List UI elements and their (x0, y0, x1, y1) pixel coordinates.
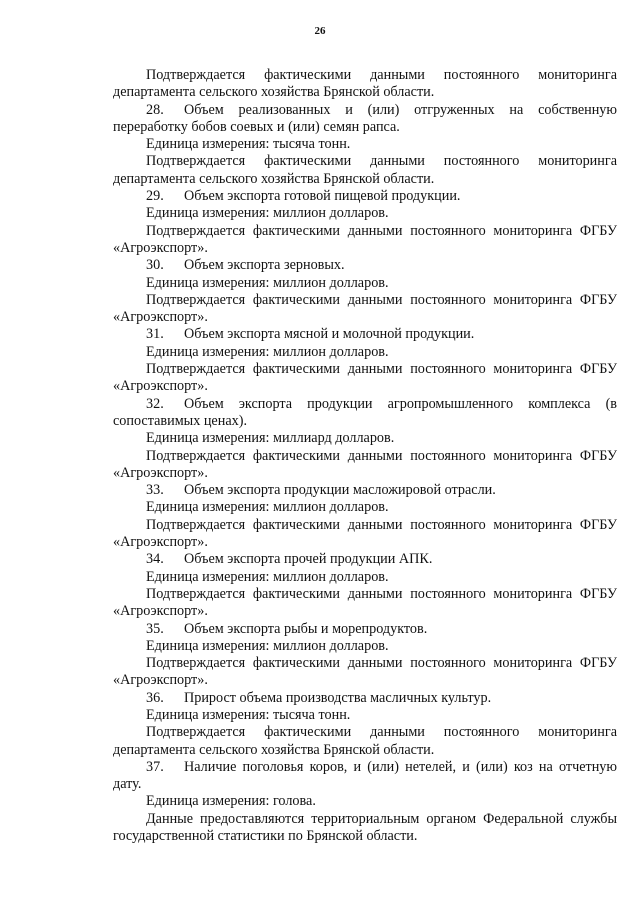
paragraph-text: Объем экспорта готовой пищевой продукции. (184, 188, 461, 205)
paragraph (113, 205, 617, 222)
paragraph-text: Единица измерения: миллион долларов. (146, 343, 389, 360)
paragraph-number: 37. (146, 758, 164, 775)
paragraph-text: Подтверждается фактическими данными постоянного мониторинга департамента сельского хозяйства Брянской области. (113, 724, 617, 758)
paragraph (113, 448, 617, 483)
numbered-paragraph (113, 326, 617, 343)
paragraph-text: Подтверждается фактическими данными постоянного мониторинга ФГБУ «Агроэкспорт». (113, 222, 617, 256)
paragraph (113, 517, 617, 552)
paragraph-number: 32. (146, 395, 164, 412)
paragraph-number: 28. (146, 101, 164, 118)
paragraph-text: Единица измерения: миллион долларов. (146, 274, 389, 291)
numbered-paragraph (113, 482, 617, 499)
paragraph (113, 811, 617, 846)
paragraph-text: Единица измерения: тысяча тонн. (146, 136, 351, 153)
paragraph-text: Объем реализованных и (или) отгруженных на собственную переработку бобов соевых и (или) семян рапса. (113, 101, 617, 135)
paragraph-number: 30. (146, 257, 164, 274)
paragraph-text: Подтверждается фактическими данными постоянного мониторинга ФГБУ «Агроэкспорт». (113, 361, 617, 395)
paragraph-text: Единица измерения: голова. (146, 793, 316, 810)
paragraph (113, 153, 617, 188)
paragraph-text: Единица измерения: миллион долларов. (146, 499, 389, 516)
paragraph (113, 707, 617, 724)
paragraph (113, 793, 617, 810)
paragraph-text: Прирост объема производства масличных культур. (184, 689, 492, 706)
paragraph-text: Объем экспорта продукции агропромышленного комплекса (в сопоставимых ценах). (113, 395, 617, 429)
paragraph-text: Подтверждается фактическими данными постоянного мониторинга ФГБУ «Агроэкспорт». (113, 291, 617, 326)
document-body (113, 67, 617, 845)
paragraph-text: Подтверждается фактическими данными постоянного мониторинга департамента сельского хозяйства Брянской области. (113, 67, 617, 101)
numbered-paragraph (113, 396, 617, 431)
paragraph-number: 34. (146, 551, 164, 568)
paragraph-text: Подтверждается фактическими данными постоянного мониторинга ФГБУ «Агроэкспорт». (113, 516, 617, 551)
paragraph-text: Объем экспорта зерновых. (184, 257, 345, 274)
paragraph (113, 344, 617, 361)
paragraph-number: 35. (146, 620, 164, 637)
paragraph-text: Объем экспорта прочей продукции АПК. (184, 551, 433, 568)
paragraph-text: Подтверждается фактическими данными постоянного мониторинга ФГБУ «Агроэкспорт». (113, 447, 617, 481)
paragraph-number: 31. (146, 326, 164, 343)
paragraph (113, 638, 617, 655)
paragraph (113, 586, 617, 621)
numbered-paragraph (113, 621, 617, 638)
paragraph (113, 430, 617, 447)
numbered-paragraph (113, 257, 617, 274)
paragraph-text: Объем экспорта мясной и молочной продукции. (184, 326, 475, 343)
paragraph-text: Наличие поголовья коров, и (или) нетелей, и (или) коз на отчетную дату. (113, 758, 617, 793)
paragraph-text: Данные предоставляются территориальным органом Федеральной службы государственной статистики по Брянской области. (113, 810, 617, 845)
paragraph (113, 223, 617, 258)
paragraph-text: Единица измерения: миллион долларов. (146, 637, 389, 654)
paragraph-text: Подтверждается фактическими данными постоянного мониторинга ФГБУ «Агроэкспорт». (113, 585, 617, 620)
paragraph (113, 569, 617, 586)
numbered-paragraph (113, 690, 617, 707)
paragraph (113, 361, 617, 396)
paragraph (113, 292, 617, 327)
paragraph (113, 499, 617, 516)
paragraph-number: 33. (146, 482, 164, 499)
paragraph-text: Единица измерения: тысяча тонн. (146, 706, 351, 723)
numbered-paragraph (113, 759, 617, 794)
paragraph-text: Объем экспорта рыбы и морепродуктов. (184, 620, 428, 637)
paragraph (113, 724, 617, 759)
numbered-paragraph (113, 188, 617, 205)
page-number: 26 (314, 25, 326, 37)
paragraph-text: Подтверждается фактическими данными постоянного мониторинга департамента сельского хозяйства Брянской области. (113, 153, 617, 187)
paragraph (113, 136, 617, 153)
paragraph (113, 275, 617, 292)
numbered-paragraph (113, 551, 617, 568)
paragraph-text: Подтверждается фактическими данными постоянного мониторинга ФГБУ «Агроэкспорт». (113, 655, 617, 689)
numbered-paragraph (113, 102, 617, 137)
paragraph-text: Единица измерения: миллиард долларов. (146, 430, 395, 447)
paragraph (113, 655, 617, 690)
paragraph-number: 29. (146, 188, 164, 205)
paragraph-text: Объем экспорта продукции масложировой отрасли. (184, 482, 496, 499)
paragraph-text: Единица измерения: миллион долларов. (146, 205, 389, 222)
paragraph-text: Единица измерения: миллион долларов. (146, 568, 389, 585)
paragraph (113, 67, 617, 102)
paragraph-number: 36. (146, 689, 164, 706)
